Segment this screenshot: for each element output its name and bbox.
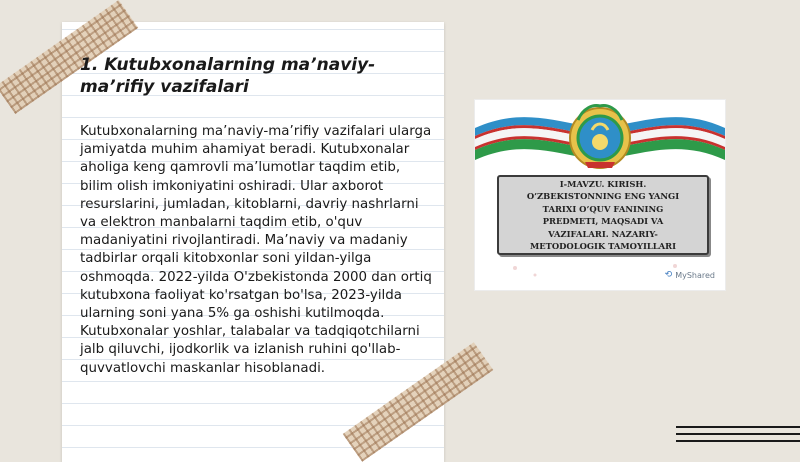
decorative-lines	[676, 426, 800, 447]
brand-watermark	[665, 270, 715, 280]
myshared-logo-icon: ⟲	[664, 270, 673, 280]
section-heading: 1. Kutubxonalarning ma’naviy-ma’rifiy vazifalari	[80, 55, 376, 97]
slide-title-box	[497, 175, 709, 255]
body-paragraph: Kutubxonalarning ma’naviy-ma’rifiy vazifalari ularga jamiyatda muhim ahamiyat beradi. Kutubxonalar aholiga keng qamrovli ma’lumotlar taqdim etib, bilim olish imkoniyatini oshiradi. Ular axborot resurslarini, jumladan, kitoblarni, davriy nashrlarni va elektron manbalarni taqdim etib, o'quv madaniyatini rivojlantiradi. Ma’naviy va madaniy tadbirlar orqali kitobxonlar soni yildan-yilga oshmoqda. 2022-yilda O'zbekistonda 2000 dan ortiq kutubxona faoliyat ko'rsatgan bo'lsa, 2023-yilda ularning soni yana 5% ga oshishi kutilmoqda. Kutubxonalar yoshlar, talabalar va tadqiqotchilarni jalb qiluvchi, ijodkorlik va izlanish ruhini qo'llab-quvvatlovchi maskanlar hisoblanadi.	[80, 124, 432, 376]
slide-title: I-MAVZU. KIRISH. O’ZBEKISTONNING ENG YANGI TARIXI O’QUV FANINING PREDMETI, MAQSADI VA VAZIFALARI. NAZARIY- METODOLOGIK TAMOYILLARI	[526, 178, 680, 251]
divider-line	[676, 433, 800, 435]
slide-thumbnail[interactable]	[474, 99, 726, 291]
divider-line	[676, 440, 800, 442]
brand-label: MyShared	[675, 270, 715, 280]
divider-line	[676, 426, 800, 428]
